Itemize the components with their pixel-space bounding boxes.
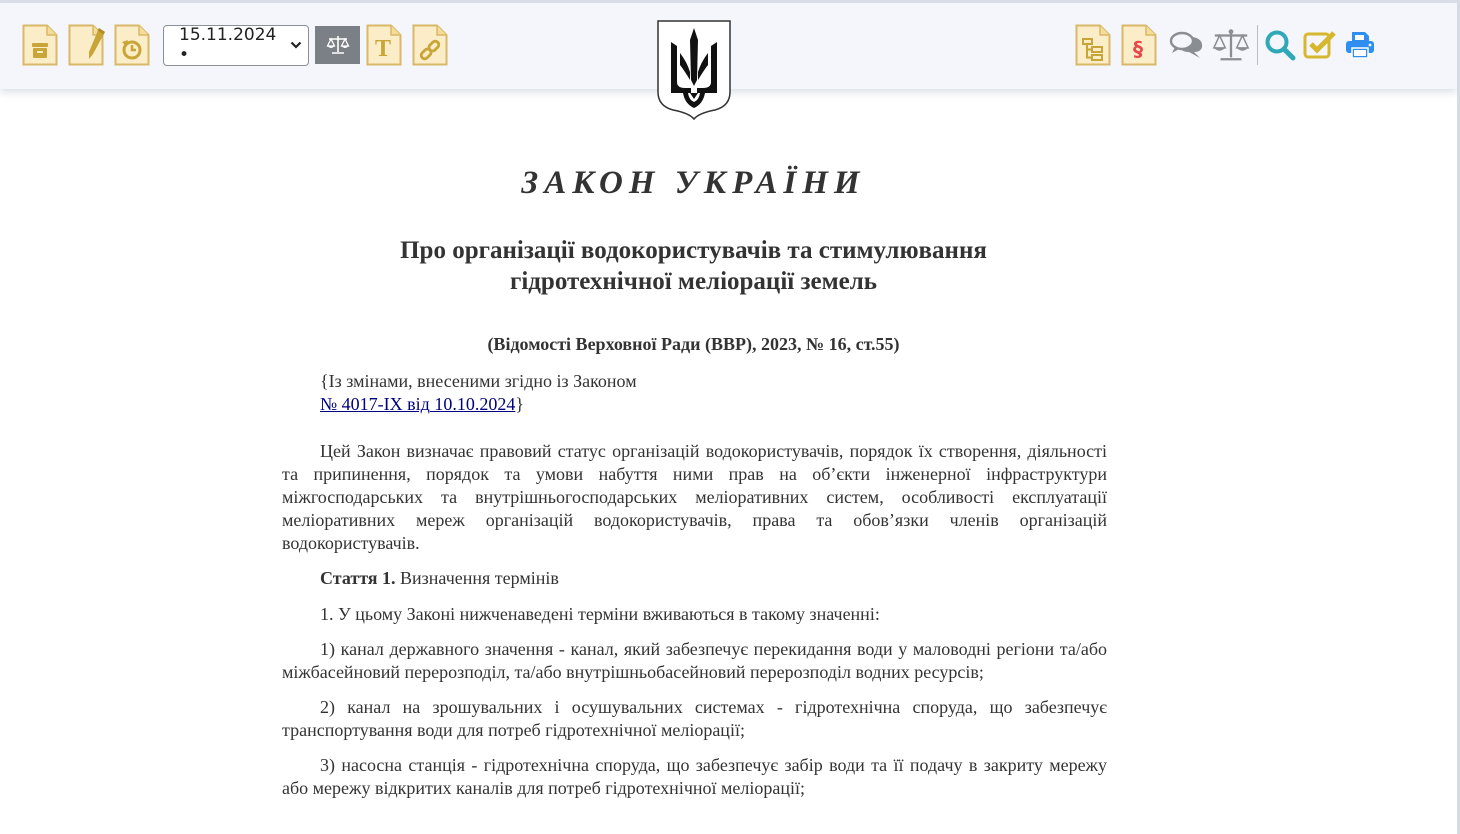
edition-date-select[interactable] — [163, 25, 309, 66]
amendments-prefix: {Із змінами, внесеними згідно із Законом — [320, 371, 637, 391]
document-history-icon — [114, 24, 150, 66]
document-link-icon — [412, 24, 448, 66]
compare-editions-button[interactable] — [315, 26, 360, 64]
amending-law-link[interactable]: № 4017-IX від — [320, 394, 430, 414]
law-title-line-1: Про організації водокористувачів та стимулювання — [400, 237, 987, 264]
document-paragraph-button[interactable] — [1121, 24, 1157, 66]
article-paragraph: 3) насосна станція - гідротехнічна споруда, що забезпечує забір води та її подачу в закриту мережу або мережу відкритих каналів для потреб гідротехнічної меліорації; — [282, 755, 1107, 798]
article-heading — [282, 567, 1107, 590]
amendments-suffix: } — [515, 394, 524, 414]
amendments-links — [320, 393, 637, 416]
preamble-paragraph: Цей Закон визначає правовий статус організацій водокористувачів, порядок їх створення, діяльності та припинення, порядок та умови набуття ними прав на об’єкти інженерної інфраструктури міжгосподарських та внутрішньогосподарських меліоративних систем, особливості експлуатації меліоративних мереж організацій водокористувачів, права та обов’язки членів організацій водокористувачів. — [282, 441, 1107, 553]
scales-icon — [326, 35, 350, 55]
publication-source: (Відомості Верховної Ради (ВВР), 2023, № 16, ст.55) — [487, 334, 900, 354]
document-structure-button[interactable] — [1075, 24, 1111, 66]
comments-icon — [1169, 30, 1205, 60]
document-card-icon — [22, 24, 58, 66]
chevron-down-icon — [284, 41, 308, 49]
toolbar-left-group — [22, 24, 458, 66]
checkbox-icon — [1303, 30, 1337, 60]
print-icon — [1344, 30, 1376, 60]
compare-button[interactable] — [1211, 24, 1251, 66]
law-title-line-2: гідротехнічної меліорації земель — [509, 268, 877, 295]
search-icon — [1264, 29, 1296, 61]
edition-date-value: 15.11.2024 • — [179, 25, 277, 65]
article-paragraph: 1. У цьому Законі нижченаведені терміни вживаються в такому значенні: — [320, 604, 880, 624]
document-edit-icon — [68, 24, 108, 66]
scales-compare-icon — [1211, 27, 1251, 63]
article-label: Стаття 1. — [320, 568, 396, 588]
article-paragraph: 1) канал державного значення - канал, який забезпечує перекидання води у маловодні регіони та/або міжбасейновий перерозподіл, та/або внутрішньобасейновий перерозподіл водних ресурсів; — [282, 639, 1107, 682]
print-button[interactable] — [1342, 24, 1378, 66]
document-text-button[interactable] — [366, 24, 402, 66]
svg-text:§: § — [1133, 37, 1143, 61]
document-edit-button[interactable] — [68, 24, 104, 66]
document-paragraph-icon — [1121, 24, 1157, 66]
search-button[interactable] — [1262, 24, 1298, 66]
document-link-button[interactable] — [412, 24, 448, 66]
law-title — [0, 235, 1387, 297]
document-text-icon — [366, 24, 402, 66]
amending-law-date-link[interactable]: 10.10.2024 — [429, 394, 516, 414]
amendments-note — [320, 370, 637, 416]
check-button[interactable] — [1302, 24, 1338, 66]
document-structure-icon — [1075, 24, 1111, 66]
coat-of-arms-emblem — [657, 20, 731, 120]
document-history-button[interactable] — [114, 24, 150, 66]
article-paragraph: 2) канал на зрошувальних і осушувальних системах - гідротехнічна споруда, що забезпечує транспортування води для потреб гідротехнічної меліорації; — [282, 697, 1107, 740]
toolbar-separator — [1257, 25, 1258, 65]
article-title: Визначення термінів — [395, 568, 559, 588]
svg-text:T: T — [374, 36, 392, 62]
document-card-button[interactable] — [22, 24, 58, 66]
law-kind-heading: ЗАКОН УКРАЇНИ — [521, 165, 866, 201]
toolbar-right-group — [1075, 24, 1382, 66]
comments-button[interactable] — [1167, 24, 1207, 66]
document-body — [282, 440, 1107, 812]
trident-emblem-icon — [657, 20, 731, 120]
